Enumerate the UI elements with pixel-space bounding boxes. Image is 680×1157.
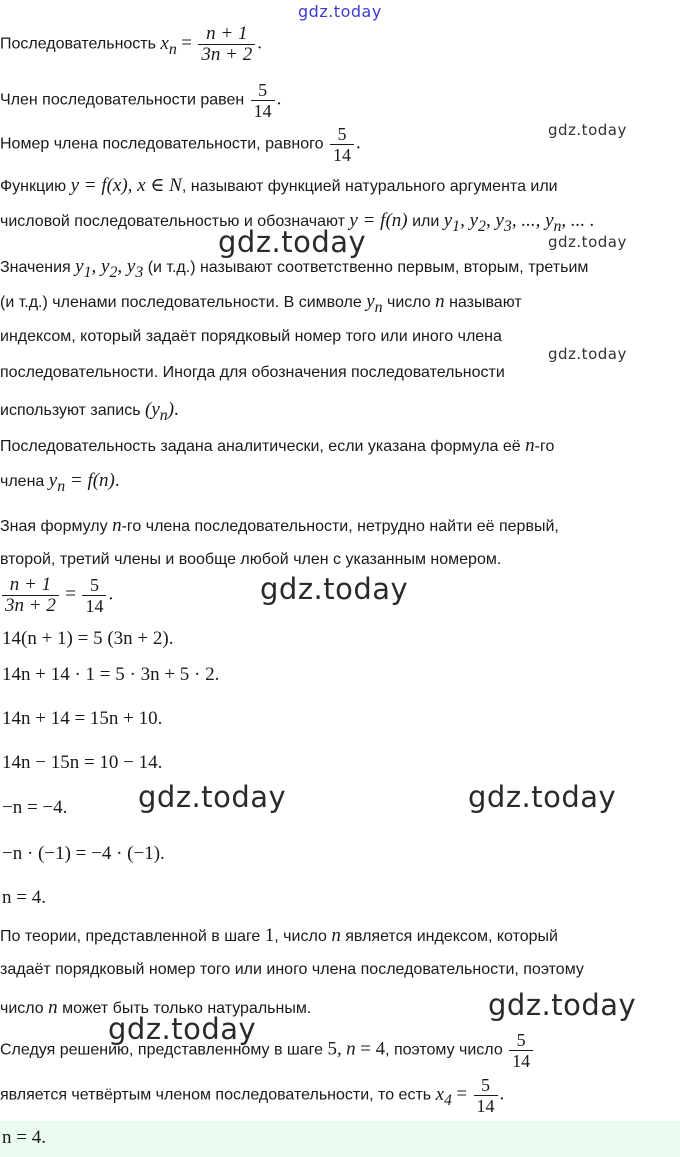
theory-paragraph-1: числовой последовательностью и обозначают y = f(n) или $y_1$, $y_2$, $y_3$, ..., $y_n$, ... .	[0, 210, 595, 235]
watermark: gdz.today	[488, 988, 637, 1022]
theory-paragraph-3: члена $y_n = f(n)$.	[0, 470, 120, 495]
conclusion-paragraph-2: является четвёртым членом последовательности, то есть $x_4$ = $\frac{5}{14}$ .	[0, 1075, 505, 1116]
member-value: Член последовательности равен $\frac{5}{14}$ .	[0, 80, 282, 121]
watermark: gdz.today	[138, 780, 287, 814]
theory-paragraph-2: используют запись $(y_n)$.	[0, 399, 179, 424]
equation-step: n = 4.	[2, 887, 46, 908]
theory-paragraph-1: Функцию y = f(x), x ∈ N, называют функцией натурального аргумента или	[0, 175, 558, 196]
watermark: gdz.today	[548, 233, 627, 251]
equation-step: 14n − 15n = 10 − 14.	[2, 752, 163, 773]
equation-step: 14(n + 1) = 5 (3n + 2).	[2, 628, 174, 649]
sequence-definition: Последовательность $x_n$ = $\frac{n + 1}{3n + 2}$ .	[0, 23, 262, 65]
theory-paragraph-4: Зная формулу n-го члена последовательности, нетрудно найти её первый,	[0, 515, 559, 536]
theory-paragraph-2: Значения $y_1$, $y_2$, $y_3$ (и т.д.) называют соответственно первым, вторым, третьим	[0, 256, 589, 281]
theory-paragraph-4: второй, третий члены и вообще любой член с указанным номером.	[0, 551, 502, 568]
equation-step: −n · (−1) = −4 · (−1).	[2, 843, 165, 864]
theory-paragraph-2: последовательности. Иногда для обозначения последовательности	[0, 364, 505, 381]
watermark: gdz.today	[548, 121, 627, 139]
watermark: gdz.today	[218, 225, 367, 259]
watermark: gdz.today	[260, 572, 409, 606]
watermark: gdz.today	[548, 345, 627, 363]
watermark: gdz.today	[108, 1012, 257, 1046]
member-number-question: Номер члена последовательности, равного $\frac{5}{14}$ .	[0, 124, 361, 165]
theory-paragraph-2: индексом, который задаёт порядковый номер того или иного члена	[0, 328, 502, 345]
answer-value: n = 4.	[2, 1127, 46, 1148]
theory-paragraph-3: Последовательность задана аналитически, если указана формула её n-го	[0, 435, 555, 456]
equation-proportion: $\frac{n + 1}{3n + 2}$ = $\frac{5}{14}$ .	[0, 575, 113, 616]
conclusion-paragraph-1: задаёт порядковый номер того или иного члена последовательности, поэтому	[0, 961, 584, 978]
conclusion-paragraph-1: По теории, представленной в шаге 1, число n является индексом, который	[0, 925, 558, 946]
watermark: gdz.today	[468, 780, 617, 814]
equation-step: −n = −4.	[2, 797, 68, 818]
theory-paragraph-2: (и т.д.) членами последовательности. В символе $y_n$ число n называют	[0, 291, 522, 316]
equation-step: 14n + 14 · 1 = 5 · 3n + 5 · 2.	[2, 664, 220, 685]
conclusion-paragraph-2: Следуя решению, представленному в шаге 5, n = 4, поэтому число $\frac{5}{14}$	[0, 1030, 535, 1071]
equation-step: 14n + 14 = 15n + 10.	[2, 708, 163, 729]
watermark-top: gdz.today	[298, 2, 382, 21]
conclusion-paragraph-1: число n может быть только натуральным.	[0, 997, 312, 1018]
answer-box	[0, 1121, 680, 1157]
